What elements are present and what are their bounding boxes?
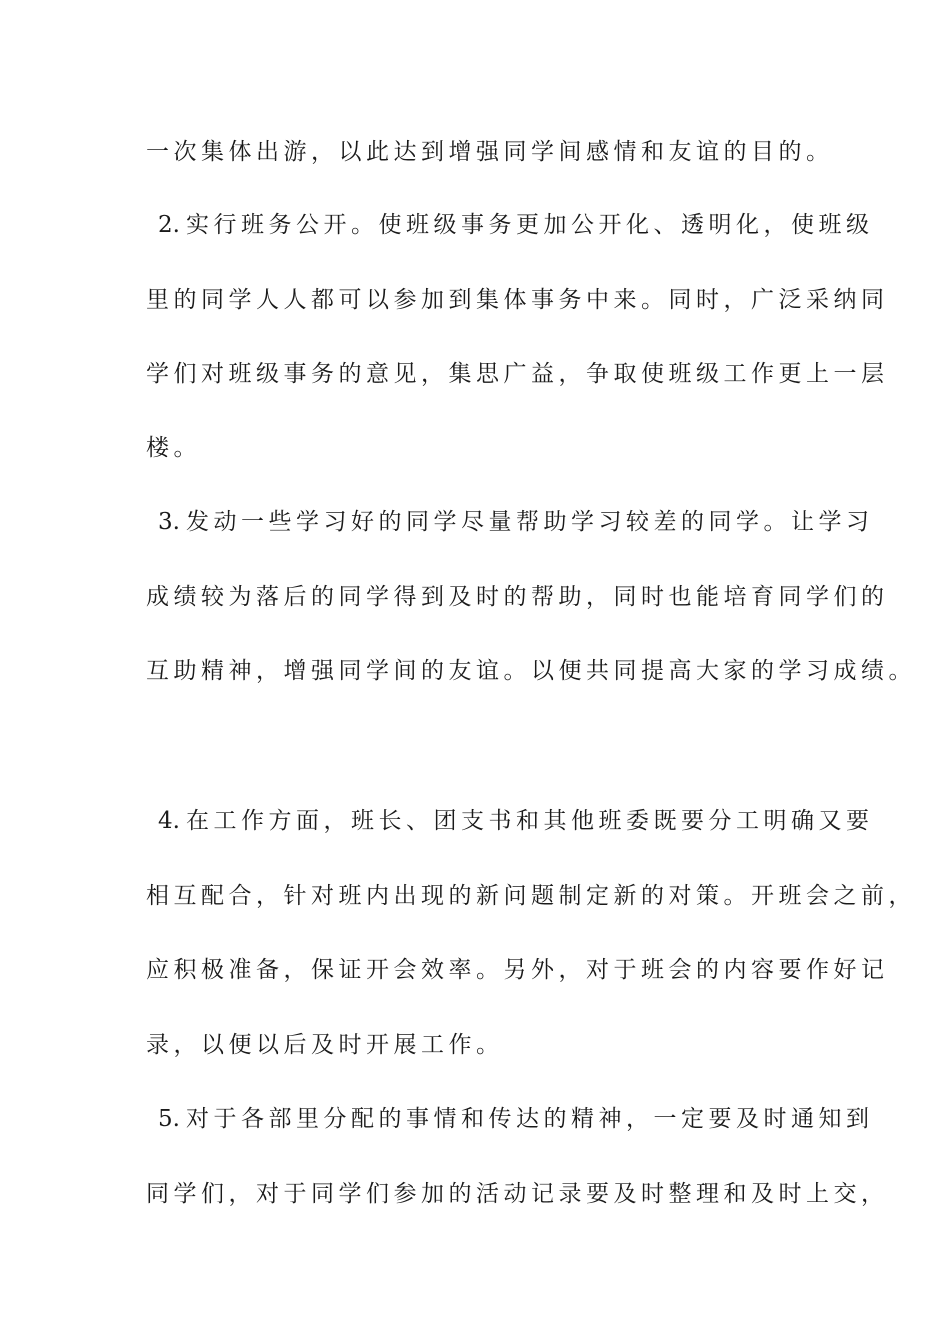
text-line: 学们对班级事务的意见，集思广益，争取使班级工作更上一层 bbox=[146, 361, 889, 387]
text-line: 同学们，对于同学们参加的活动记录要及时整理和及时上交， bbox=[146, 1181, 889, 1207]
text-line: 2. 实行班务公开。使班级事务更加公开化、透明化，使班级 bbox=[158, 212, 874, 238]
text-line: 相互配合，针对班内出现的新问题制定新的对策。开班会之前， bbox=[146, 883, 916, 909]
text-line: 5. 对于各部里分配的事情和传达的精神，一定要及时通知到 bbox=[158, 1106, 874, 1132]
text-line: 3. 发动一些学习好的同学尽量帮助学习较差的同学。让学习 bbox=[158, 509, 874, 535]
item-number: 4. bbox=[158, 808, 180, 834]
text-line: 录，以便以后及时开展工作。 bbox=[146, 1032, 504, 1058]
text-line: 楼。 bbox=[146, 435, 201, 461]
text-line: 成绩较为落后的同学得到及时的帮助，同时也能培育同学们的 bbox=[146, 584, 889, 610]
item-number: 5. bbox=[158, 1106, 180, 1132]
text-line: 4. 在工作方面，班长、团支书和其他班委既要分工明确又要 bbox=[158, 808, 874, 834]
text-line: 应积极准备，保证开会效率。另外，对于班会的内容要作好记 bbox=[146, 957, 889, 983]
item-number: 3. bbox=[158, 509, 180, 535]
item-number: 2. bbox=[158, 212, 180, 238]
text-line: 里的同学人人都可以参加到集体事务中来。同时，广泛采纳同 bbox=[146, 287, 889, 313]
text-line: 一次集体出游，以此达到增强同学间感情和友谊的目的。 bbox=[146, 139, 834, 165]
text-line: 互助精神，增强同学间的友谊。以便共同提高大家的学习成绩。 bbox=[146, 658, 916, 684]
